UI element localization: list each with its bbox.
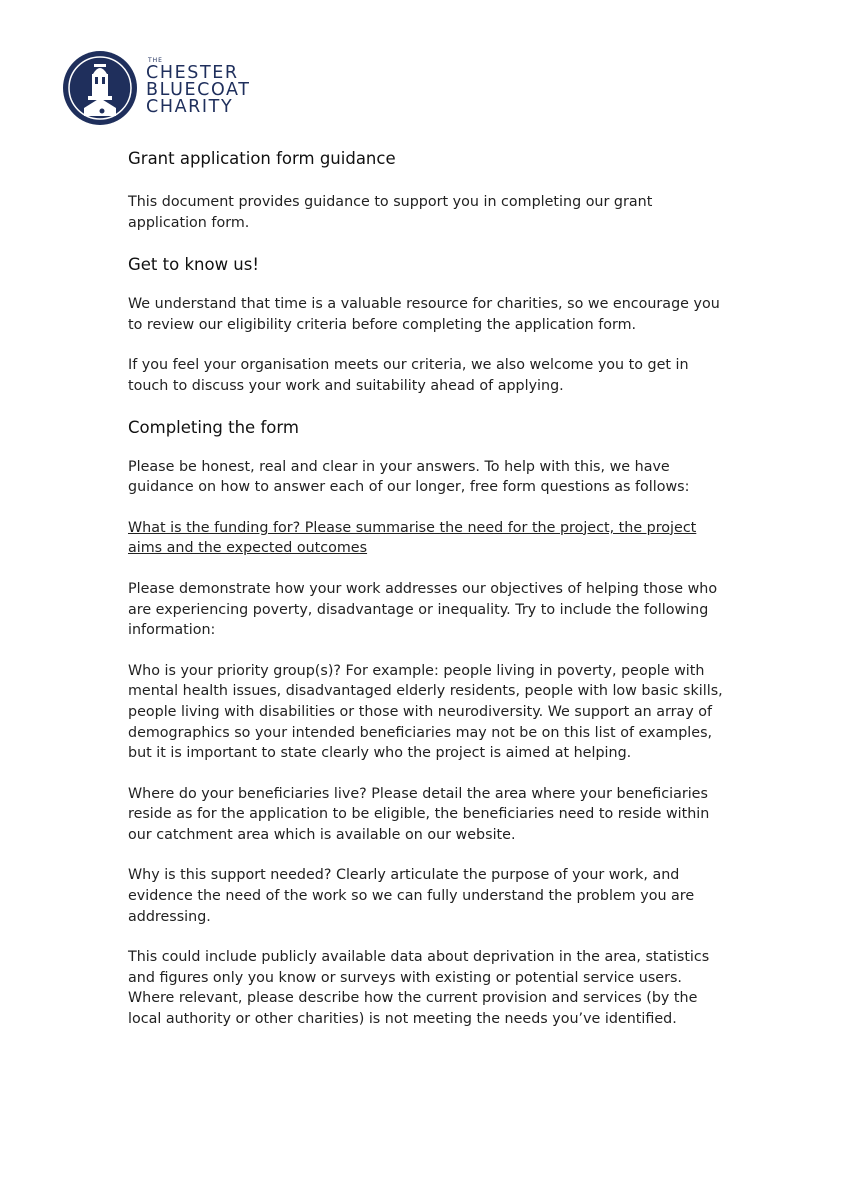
section-heading-completing-the-form: Completing the form [128,417,299,437]
section-heading-get-to-know-us: Get to know us! [128,255,259,275]
logo-line-3: CHARITY [146,97,234,117]
section1-paragraph-1: We understand that time is a valuable resource for charities, so we encourage you to review our eligibility criteria before completing the application form. [128,296,720,333]
priority-group-paragraph: Who is your priority group(s)? For example: people living in poverty, people with mental health issues, disadvantaged elderly residents, people with low basic skills, people living with disabilities or those with neurodiversity. We support an array of demographics so your intended beneficiaries may not be on this list of examples, but it is important to state clearly who the project is aimed at helping. [128,662,723,762]
charity-logo [62,50,272,130]
document-body [128,148,728,1030]
section1-paragraph-2: If you feel your organisation meets our criteria, we also welcome you to get in touch to discuss your work and suitability ahead of applying. [128,357,689,394]
intro-paragraph: This document provides guidance to support you in completing our grant application form. [128,194,653,231]
evidence-paragraph: This could include publicly available data about deprivation in the area, statistics and figures only you know or surveys with existing or potential service users. Where relevant, please describe how the current provision and services (by the local authority or other charities) is not meeting the needs you’ve identified. [128,949,710,1028]
logo-the: THE [148,57,163,64]
bluecoat-building-emblem-icon [62,50,138,126]
logo-line-1: CHESTER [146,63,239,83]
beneficiaries-location-paragraph: Where do your beneficiaries live? Please detail the area where your beneficiaries reside as for the application to be eligible, the beneficiaries need to reside within our catchment area which is available on our website. [128,785,710,843]
logo-line-2: BLUECOAT [146,80,251,100]
section2-paragraph-1: Please be honest, real and clear in your answers. To help with this, we have guidance on how to answer each of our longer, free form questions as follows: [128,458,690,496]
section2-paragraph-2: Please demonstrate how your work addresses our objectives of helping those who are experiencing poverty, disadvantage or inequality. Try to include the following information: [128,580,718,639]
funding-question-heading: What is the funding for? Please summarise the need for the project, the project aims and the expected outcomes [128,519,697,557]
document-title: Grant application form guidance [128,149,396,168]
support-needed-paragraph: Why is this support needed? Clearly articulate the purpose of your work, and evidence the need of the work so we can fully understand the problem you are addressing. [128,867,695,925]
